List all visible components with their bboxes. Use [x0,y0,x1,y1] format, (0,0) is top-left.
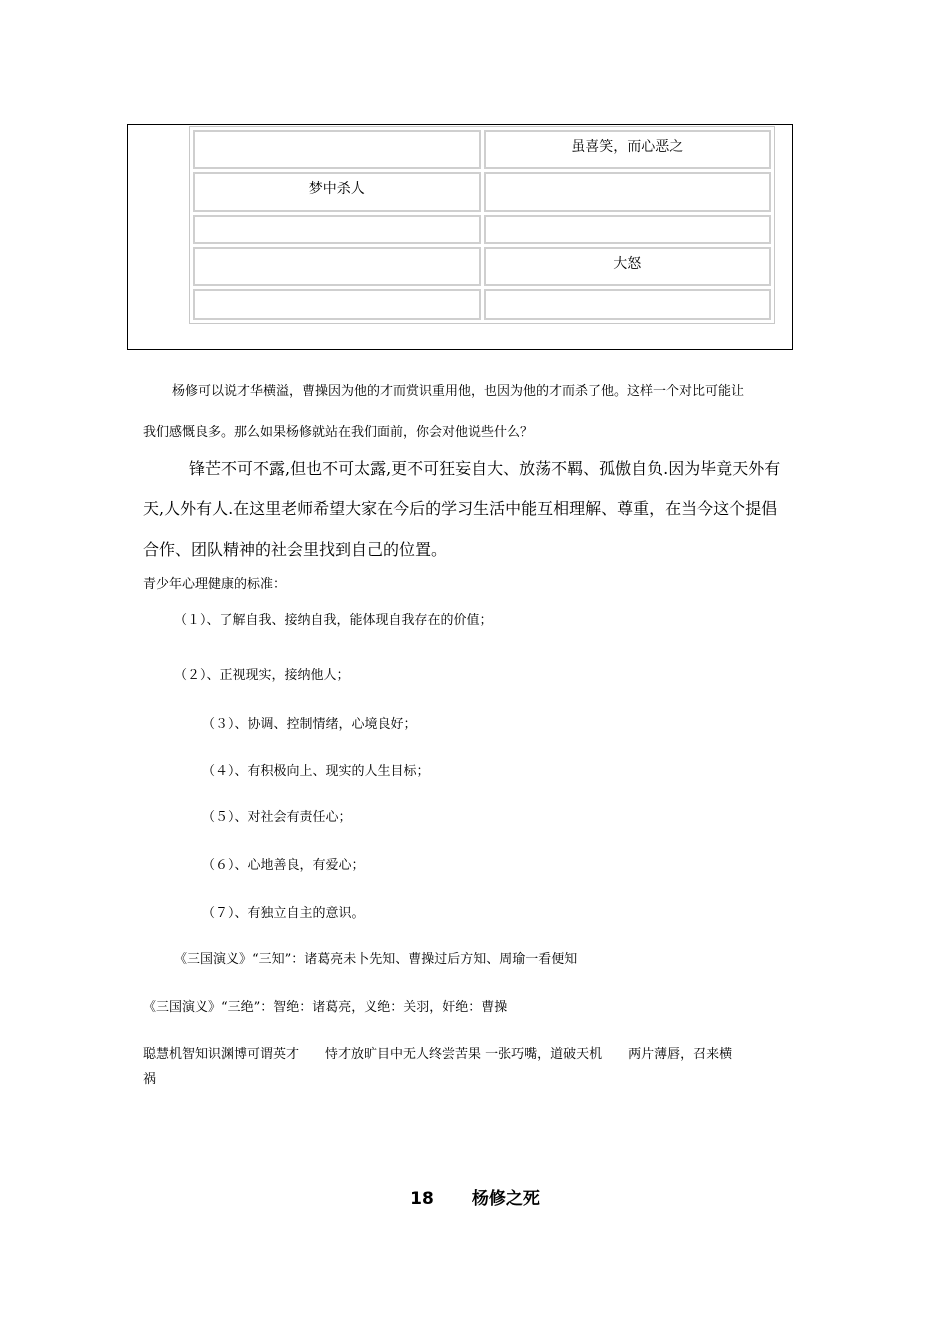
table-row [193,247,771,286]
table-cell [193,289,481,320]
table-cell [484,215,772,244]
table-cell: 梦中杀人 [193,172,481,211]
list-item: （７）、有独立自主的意识。 [202,906,365,921]
lesson-title [0,1184,950,1209]
paragraph-line: 天,人外有人.在这里老师希望大家在今后的学习生活中能互相理解、尊重，在当今这个提倡 [143,499,778,518]
list-item: （２）、正视现实，接纳他人； [174,668,350,683]
table-row [193,130,771,169]
table-row [193,289,771,320]
table-cell: 虽喜笑，而心恶之 [484,130,772,169]
sanjue-line: 《三国演义》“三绝”：智绝：诸葛亮，义绝：关羽，奸绝：曹操 [143,1000,508,1015]
table-cell [193,247,481,286]
table-cell [193,130,481,169]
section-heading: 青少年心理健康的标准： [143,577,287,592]
table-row [193,215,771,244]
table-row [193,172,771,211]
list-item: （３）、协调、控制情绪，心境良好； [202,717,417,732]
paragraph-line: 我们感慨良多。那么如果杨修就站在我们面前，你会对他说些什么？ [143,425,534,440]
summary-line: 聪慧机智知识渊博可谓英才 恃才放旷目中无人终尝苦果 一张巧嘴，道破天机 两片薄唇，召来横 [143,1047,733,1062]
list-item: （１）、了解自我、接纳自我，能体现自我存在的价值； [174,613,493,628]
table-cell: 大怒 [484,247,772,286]
list-item: （６）、心地善良，有爱心； [202,858,365,873]
summary-line: 祸 [143,1072,157,1087]
analysis-table [189,126,775,324]
table-cell [193,215,481,244]
sanzhi-line: 《三国演义》“三知”：诸葛亮未卜先知、曹操过后方知、周瑜一看便知 [174,952,578,967]
table-cell [484,172,772,211]
lesson-number: 18 [410,1189,434,1209]
lesson-name: 杨修之死 [471,1189,540,1209]
paragraph-line: 杨修可以说才华横溢，曹操因为他的才而赏识重用他，也因为他的才而杀了他。这样一个对比可能让 [172,384,745,399]
paragraph-line: 合作、团队精神的社会里找到自己的位置。 [143,540,448,559]
list-item: （５）、对社会有责任心； [202,810,352,825]
table-cell [484,289,772,320]
paragraph-line: 锋芒不可不露,但也不可太露,更不可狂妄自大、放荡不羁、孤傲自负.因为毕竟天外有 [189,459,781,478]
list-item: （４）、有积极向上、现实的人生目标； [202,764,430,779]
